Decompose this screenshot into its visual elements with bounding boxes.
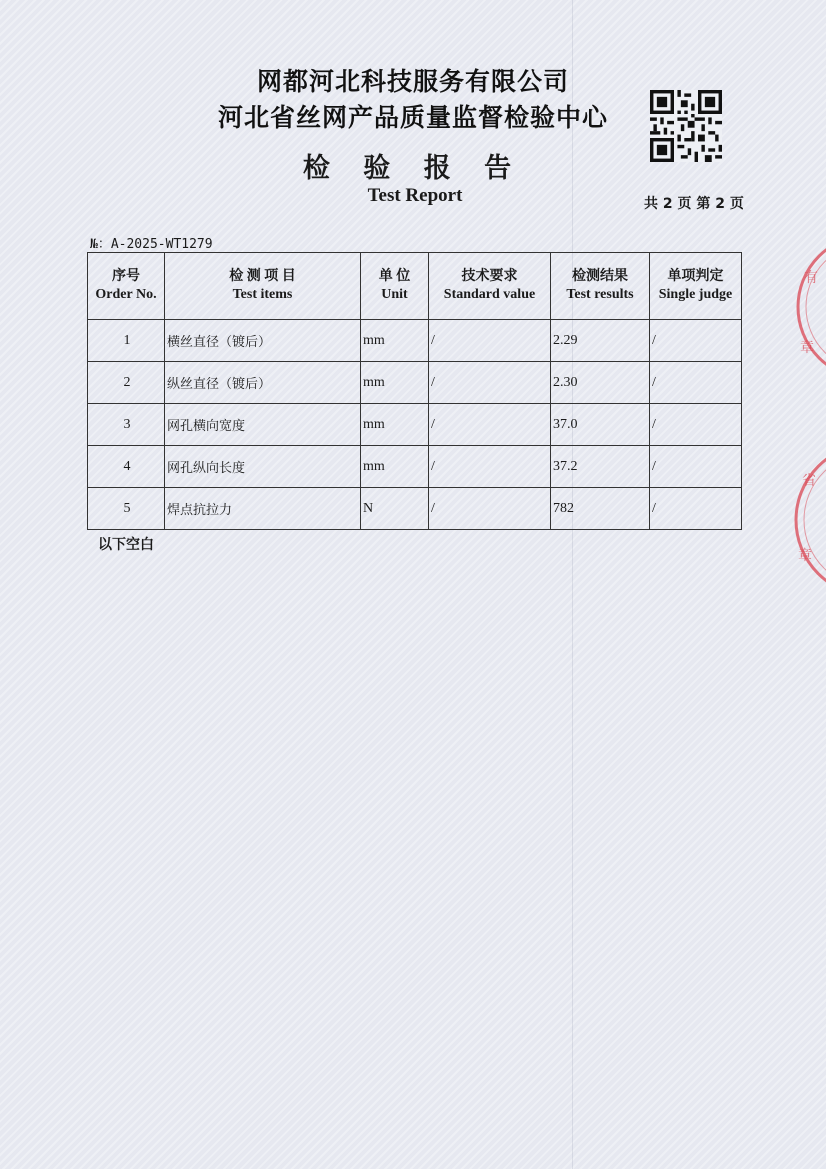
cell-order-no: 4: [88, 446, 165, 488]
report-number: №：A-2025-WT1279: [90, 237, 213, 252]
table-row: [88, 488, 742, 530]
blank-below-note: 以下空白: [98, 537, 154, 553]
table-row: [88, 362, 742, 404]
cell-result: 782: [551, 488, 650, 530]
cell-standard: /: [429, 404, 551, 446]
cell-result: 2.29: [551, 320, 650, 362]
cell-unit: mm: [361, 362, 429, 404]
cell-standard: /: [429, 320, 551, 362]
cell-standard: /: [429, 488, 551, 530]
page-indicator: 共 2 页 第 2 页: [644, 196, 744, 212]
cell-order-no: 1: [88, 320, 165, 362]
cell-unit: mm: [361, 404, 429, 446]
table-row: [88, 320, 742, 362]
cell-unit: N: [361, 488, 429, 530]
table-row: [88, 446, 742, 488]
cell-unit: mm: [361, 446, 429, 488]
cell-judge: /: [650, 362, 742, 404]
svg-text:章: 章: [800, 340, 814, 356]
cell-judge: /: [650, 320, 742, 362]
header-single-judge: 单项判定 Single judge: [650, 253, 742, 320]
cell-order-no: 5: [88, 488, 165, 530]
cell-judge: /: [650, 488, 742, 530]
table-header-row: [88, 253, 742, 320]
cell-test-item: 横丝直径（镀后）: [165, 320, 361, 362]
cell-standard: /: [429, 446, 551, 488]
cell-result: 37.2: [551, 446, 650, 488]
test-results-table: [87, 252, 742, 530]
company-name: 网都河北科技服务有限公司: [256, 67, 569, 96]
cell-test-item: 焊点抗拉力: [165, 488, 361, 530]
cell-judge: /: [650, 404, 742, 446]
table-row: [88, 404, 742, 446]
report-title-en: Test Report: [367, 185, 463, 206]
seal-stamp-icon: [790, 440, 826, 600]
header-order-no: 序号 Order No.: [88, 253, 165, 320]
cell-test-item: 网孔纵向长度: [165, 446, 361, 488]
header-test-results: 检测结果 Test results: [551, 253, 650, 320]
cell-test-item: 网孔横向宽度: [165, 404, 361, 446]
cell-result: 2.30: [551, 362, 650, 404]
center-name: 河北省丝网产品质量监督检验中心: [217, 103, 608, 132]
cell-test-item: 纵丝直径（镀后）: [165, 362, 361, 404]
cell-judge: /: [650, 446, 742, 488]
seal-stamp-icon: [790, 232, 826, 382]
report-title-cn: 检 验 报 告: [302, 153, 524, 184]
svg-text:章: 章: [798, 548, 812, 564]
header-test-items: 检 测 项 目 Test items: [165, 253, 361, 320]
svg-text:有: 有: [804, 270, 818, 286]
cell-order-no: 2: [88, 362, 165, 404]
cell-result: 37.0: [551, 404, 650, 446]
cell-standard: /: [429, 362, 551, 404]
cell-order-no: 3: [88, 404, 165, 446]
header-standard-value: 技术要求 Standard value: [429, 253, 551, 320]
cell-unit: mm: [361, 320, 429, 362]
header-unit: 单 位 Unit: [361, 253, 429, 320]
svg-text:省: 省: [802, 473, 816, 489]
